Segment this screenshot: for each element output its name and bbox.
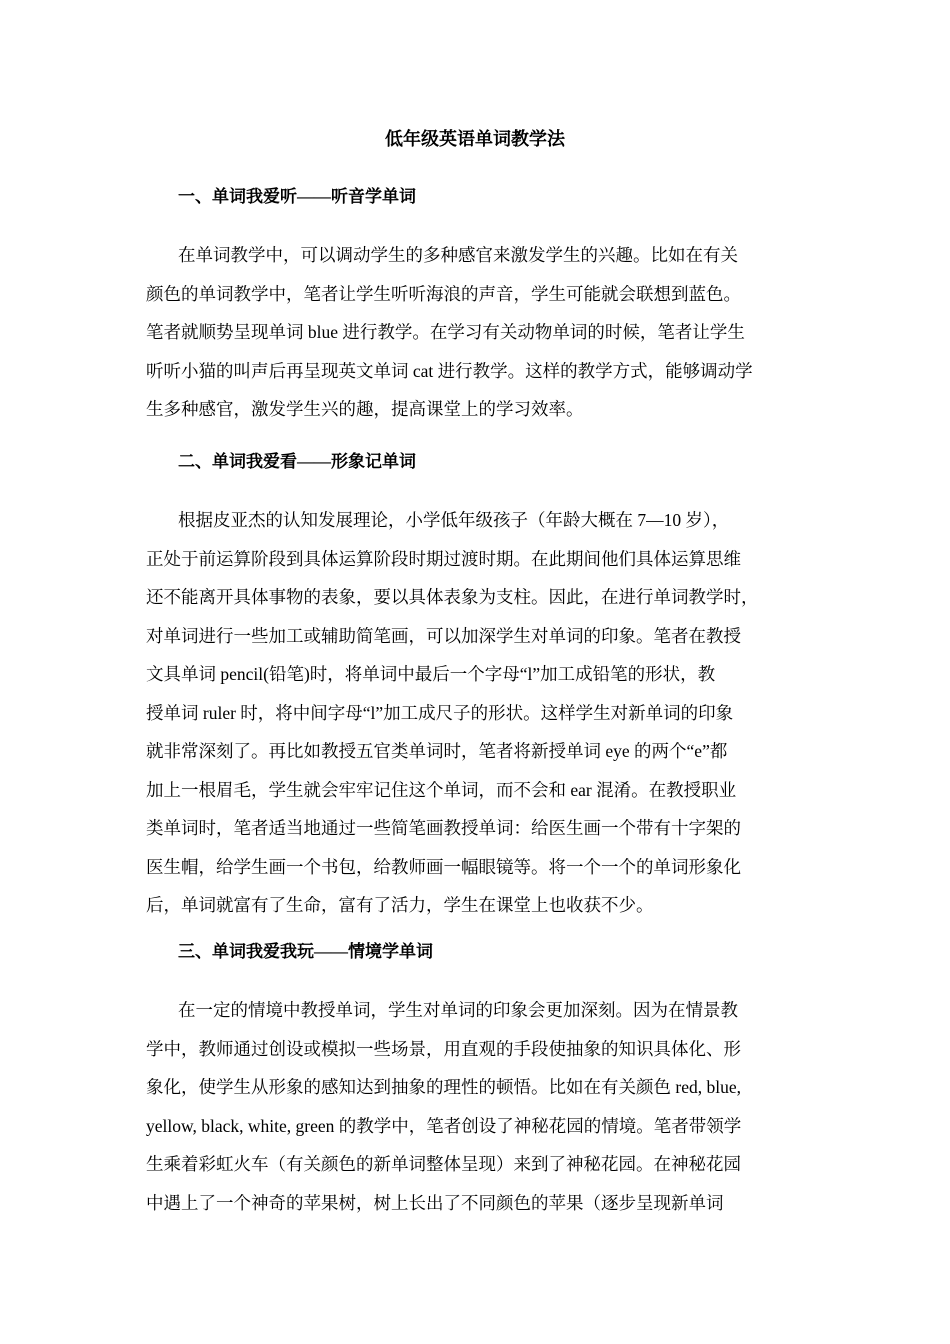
paragraph-line: 正处于前运算阶段到具体运算阶段时期过渡时期。在此期间他们具体运算思维 xyxy=(146,548,741,569)
paragraph-line: 后，单词就富有了生命，富有了活力，学生在课堂上也收获不少。 xyxy=(146,895,654,915)
paragraph-line: 对单词进行一些加工或辅助简笔画，可以加深学生对单词的印象。笔者在教授 xyxy=(146,625,741,646)
paragraph-line: 听听小猫的叫声后再呈现英文单词 cat 进行教学。这样的教学方式，能够调动学 xyxy=(146,360,753,381)
paragraph-line: 中遇上了一个神奇的苹果树，树上长出了不同颜色的苹果（逐步呈现新单词 xyxy=(146,1192,724,1213)
paragraph-line: 文具单词 pencil(铅笔)时，将单词中最后一个字母“l”加工成铅笔的形状，教 xyxy=(146,664,716,684)
paragraph-line: 根据皮亚杰的认知发展理论，小学低年级孩子（年龄大概在 7—10 岁）， xyxy=(178,510,730,530)
paragraph-line: 加上一根眉毛，学生就会牢牢记住这个单词，而不会和 ear 混淆。在教授职业 xyxy=(146,779,737,800)
paragraph-line: 学中，教师通过创设或模拟一些场景，用直观的手段使抽象的知识具体化、形 xyxy=(146,1038,741,1059)
section-3-paragraph xyxy=(146,991,810,1222)
section-heading-3: 三、单词我爱我玩——情境学单词 xyxy=(178,942,433,961)
paragraph-line: 还不能离开具体事物的表象，要以具体表象为支柱。因此，在进行单词教学时， xyxy=(146,587,759,607)
paragraph-line: 颜色的单词教学中，笔者让学生听听海浪的声音，学生可能就会联想到蓝色。 xyxy=(146,283,741,304)
paragraph-line: 在单词教学中，可以调动学生的多种感官来激发学生的兴趣。比如在有关 xyxy=(178,245,738,265)
section-heading-2: 二、单词我爱看——形象记单词 xyxy=(178,452,416,471)
section-1-paragraph xyxy=(146,236,810,429)
paragraph-line: 类单词时，笔者适当地通过一些简笔画教授单词：给医生画一个带有十字架的 xyxy=(146,818,741,838)
section-2-paragraph xyxy=(146,501,810,925)
paragraph-line: yellow, black, white, green 的教学中，笔者创设了神秘花园的情境。笔者带领学 xyxy=(146,1115,742,1136)
paragraph-line: 医生帽，给学生画一个书包，给教师画一幅眼镜等。将一个一个的单词形象化 xyxy=(146,856,741,877)
paragraph-line: 授单词 ruler 时，将中间字母“l”加工成尺子的形状。这样学生对新单词的印象 xyxy=(146,702,734,723)
paragraph-line: 生乘着彩虹火车（有关颜色的新单词整体呈现）来到了神秘花园。在神秘花园 xyxy=(146,1154,741,1174)
paragraph-line: 在一定的情境中教授单词，学生对单词的印象会更加深刻。因为在情景教 xyxy=(178,1000,738,1020)
document-title: 低年级英语单词教学法 xyxy=(385,129,565,149)
paragraph-line: 笔者就顺势呈现单词 blue 进行教学。在学习有关动物单词的时候，笔者让学生 xyxy=(146,322,745,342)
paragraph-line: 生多种感官，激发学生兴的趣，提高课堂上的学习效率。 xyxy=(146,399,584,419)
section-heading-1: 一、单词我爱听——听音学单词 xyxy=(178,187,416,206)
paragraph-line: 就非常深刻了。再比如教授五官类单词时，笔者将新授单词 eye 的两个“e”都 xyxy=(146,741,728,761)
paragraph-line: 象化，使学生从形象的感知达到抽象的理性的顿悟。比如在有关颜色 red, blue, xyxy=(146,1077,741,1097)
